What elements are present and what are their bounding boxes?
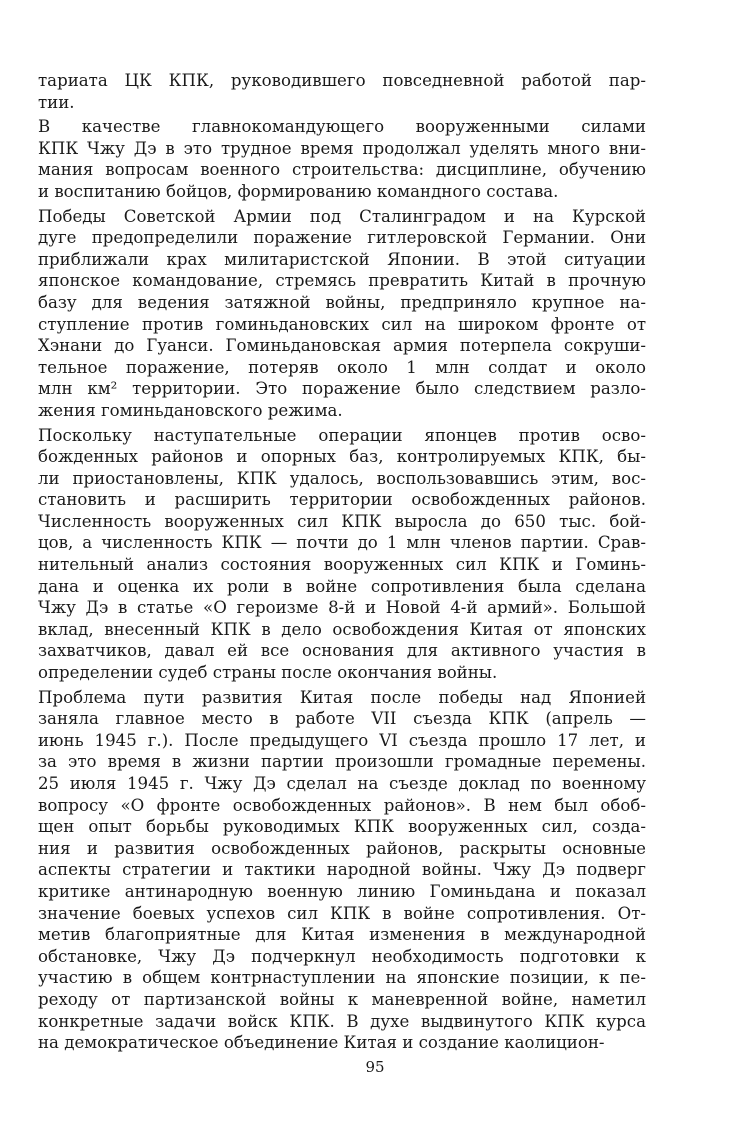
paragraph xyxy=(38,687,646,1054)
text-line: тариата ЦК КПК, руководившего повседневной работой пар- xyxy=(38,71,646,90)
text-line: божденных районов и опорных баз, контролируемых КПК, бы- xyxy=(38,447,646,467)
text-line: млн км² территории. Это поражение было следствием разло- xyxy=(38,379,646,399)
page-number: 95 xyxy=(365,1058,385,1076)
text-line: реходу от партизанской войны к маневренной войне, наметил xyxy=(38,989,646,1009)
text-line: значение боевых успехов сил КПК в войне сопротивления. От- xyxy=(38,903,646,923)
text-line: мания вопросам военного строительства: дисциплине, обучению xyxy=(38,160,646,180)
text-line: Проблема пути развития Китая после победы над Японией xyxy=(38,687,646,707)
text-line: за это время в жизни партии произошли громадные перемены. xyxy=(38,752,646,772)
text-line: захватчиков, давал ей все основания для активного участия в xyxy=(38,641,646,661)
text-line: цов, а численность КПК — почти до 1 млн членов партии. Срав- xyxy=(38,533,646,553)
text-line: участию в общем контрнаступлении на японские позиции, к пе- xyxy=(38,968,646,988)
text-line: жения гоминьдановского режима. xyxy=(38,400,343,420)
body-text xyxy=(38,70,646,1057)
text-line: обстановке, Чжу Дэ подчеркнул необходимость подготовки к xyxy=(38,946,646,966)
text-line: ния и развития освобожденных районов, раскрыты основные xyxy=(38,838,646,858)
paragraph xyxy=(38,425,646,684)
text-line: становить и расширить территории освобожденных районов. xyxy=(38,490,646,510)
text-line: Поскольку наступательные операции японцев против осво- xyxy=(38,425,646,445)
text-line: дуге предопределили поражение гитлеровской Германии. Они xyxy=(38,228,646,248)
text-line: аспекты стратегии и тактики народной войны. Чжу Дэ подверг xyxy=(38,860,646,880)
text-line: щен опыт борьбы руководимых КПК вооруженных сил, созда- xyxy=(38,817,646,837)
text-line: В качестве главнокомандующего вооруженными силами xyxy=(38,117,646,137)
text-line: тии. xyxy=(38,92,75,112)
text-line: тельное поражение, потеряв около 1 млн солдат и около xyxy=(38,357,646,377)
text-line: вопросу «О фронте освобожденных районов». В нем был обоб- xyxy=(38,795,646,815)
text-line: на демократическое объединение Китая и создание каолицион- xyxy=(38,1033,605,1053)
text-line: определении судеб страны после окончания войны. xyxy=(38,663,498,683)
text-line: Численность вооруженных сил КПК выросла до 650 тыс. бой- xyxy=(38,511,646,531)
text-line: метив благоприятные для Китая изменения в международной xyxy=(38,925,646,945)
paragraph xyxy=(38,206,646,422)
text-line: нительный анализ состояния вооруженных сил КПК и Гоминь- xyxy=(38,555,646,575)
text-line: Победы Советской Армии под Сталинградом и на Курской xyxy=(38,206,646,226)
text-line: дана и оценка их роли в войне сопротивления была сделана xyxy=(38,576,646,596)
text-line: заняла главное место в работе VII съезда КПК (апрель — xyxy=(38,709,646,729)
paragraph xyxy=(38,70,646,113)
text-line: ли приостановлены, КПК удалось, воспользовавшись этим, вос- xyxy=(38,468,646,488)
text-line: ступление против гоминьдановских сил на широком фронте от xyxy=(38,314,646,334)
text-line: Чжу Дэ в статье «О героизме 8-й и Новой 4-й армий». Большой xyxy=(38,598,646,618)
text-line: КПК Чжу Дэ в это трудное время продолжал уделять много вни- xyxy=(38,138,646,158)
text-line: приближали крах милитаристской Японии. В этой ситуации xyxy=(38,249,646,269)
paragraph xyxy=(38,116,646,202)
text-line: и воспитанию бойцов, формированию командного состава. xyxy=(38,181,559,201)
text-line: июнь 1945 г.). После предыдущего VI съезда прошло 17 лет, и xyxy=(38,730,646,750)
text-line: 25 июля 1945 г. Чжу Дэ сделал на съезде доклад по военному xyxy=(38,774,646,793)
text-line: критике антинародную военную линию Гоминьдана и показал xyxy=(38,881,646,901)
text-line: Хэнани до Гуанси. Гоминьдановская армия потерпела сокруши- xyxy=(38,336,646,356)
text-line: конкретные задачи войск КПК. В духе выдвинутого КПК курса xyxy=(38,1011,646,1031)
text-line: вклад, внесенный КПК в дело освобождения Китая от японских xyxy=(38,619,646,639)
text-line: базу для ведения затяжной войны, предприняло крупное на- xyxy=(38,292,646,312)
text-line: японское командование, стремясь превратить Китай в прочную xyxy=(38,271,646,291)
